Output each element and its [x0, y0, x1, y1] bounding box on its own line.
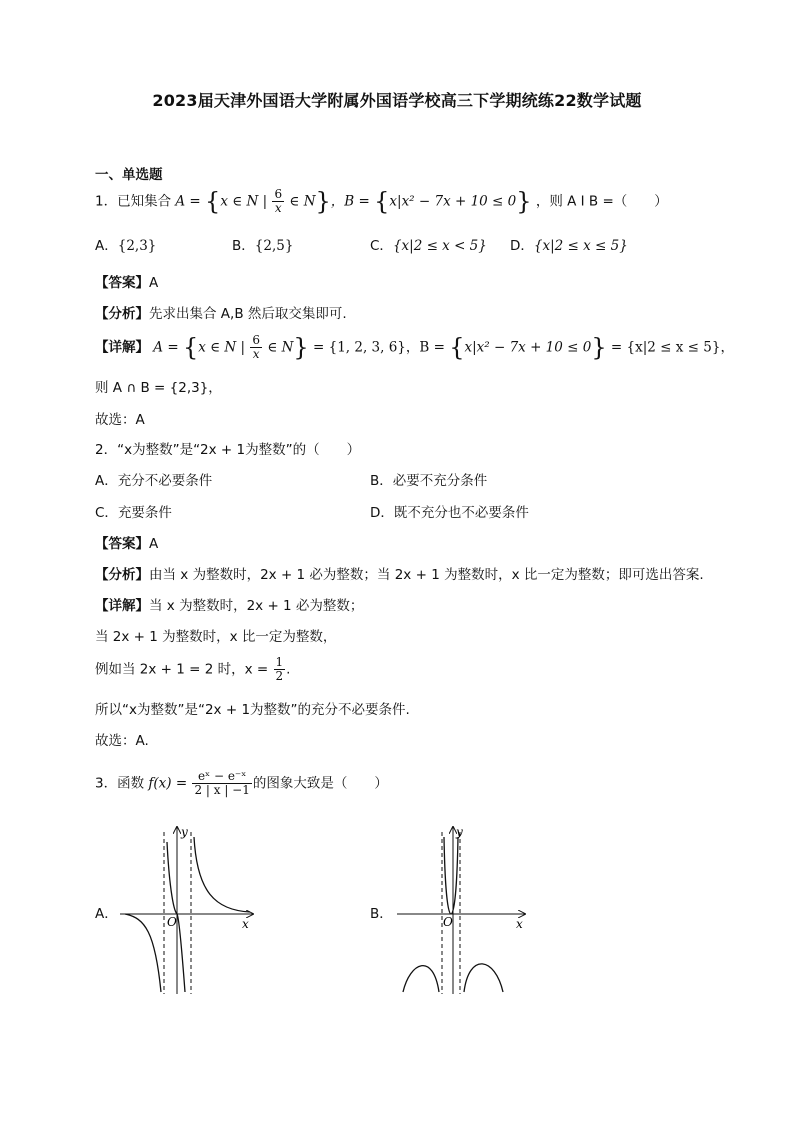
- q1-option-a: A．{2,3}: [95, 238, 157, 254]
- svg-text:x: x: [516, 917, 523, 931]
- q2-detail: 【详解】当 x 为整数时，2x + 1 必为整数；: [95, 598, 364, 614]
- q2-answer: 【答案】A: [95, 536, 159, 552]
- svg-text:O: O: [167, 915, 177, 929]
- svg-text:x: x: [242, 917, 249, 931]
- q1-stem: 1．已知集合 A = {x ∈ N | $\frac{6}{x}$ ∈ N}，B = {x|x² − 7x + 10 ≤ 0} ，则 A I B =（ ）: [95, 187, 668, 216]
- q1-conclusion: 故选：A: [95, 412, 145, 428]
- q2-option-d: D．既不充分也不必要条件: [370, 505, 529, 521]
- q1-stem-suffix: ，则 A I B =（ ）: [535, 193, 668, 210]
- q1-detail: 【详解】 A = {x ∈ N | $\frac{6}{x}$ ∈ N} = {1, 2, 3, 6}，B = {x|x² − 7x + 10 ≤ 0} = {x|2 ≤ x ≤ 5}，: [95, 333, 734, 362]
- q2-conclusion: 故选：A.: [95, 733, 149, 749]
- q1-option-d: D．{x|2 ≤ x ≤ 5}: [510, 238, 628, 254]
- q2-option-c: C．充要条件: [95, 505, 172, 521]
- q1-option-b: B．{2,5}: [232, 238, 294, 254]
- q1-setA-left: A =: [175, 193, 201, 210]
- q1-answer: 【答案】A: [95, 275, 159, 291]
- section-heading: 一、单选题: [95, 167, 163, 183]
- q2-analysis: 【分析】由当 x 为整数时，2x + 1 必为整数；当 2x + 1 为整数时，x 比一定为整数；即可选出答案.: [95, 567, 704, 583]
- q1-setA-body: x ∈ N |: [220, 193, 268, 210]
- q2-detail-2: 当 2x + 1 为整数时，x 比一定为整数，: [95, 629, 337, 645]
- svg-text:y: y: [456, 825, 463, 839]
- q1-setA-tail: ∈ N: [289, 193, 316, 210]
- q1-stem-prefix: 1．已知集合: [95, 193, 172, 210]
- q3-stem: 3．函数 f(x) = $\frac{\text{eˣ − e⁻ˣ}}{2 | x | -1}$ 的图象大致是（ ）: [95, 769, 388, 798]
- q1-setB-left: ，B =: [330, 193, 370, 210]
- q2-detail-4: 所以“x为整数”是“2x + 1为整数”的充分不必要条件.: [95, 702, 410, 718]
- q1-fraction: $\frac{6}{x}$: [274, 187, 283, 216]
- graph-a: [115, 822, 260, 997]
- q1-intersection: 则 A ∩ B = {2,3}，: [95, 380, 222, 396]
- q1-setB-body: x|x² − 7x + 10 ≤ 0: [389, 193, 517, 210]
- page-title: 2023届天津外国语大学附属外国语学校高三下学期统练22数学试题: [152, 91, 642, 110]
- q2-option-a: A．充分不必要条件: [95, 473, 213, 489]
- graph-b: [395, 822, 530, 997]
- q1-option-c: C．{x|2 ≤ x < 5}: [370, 238, 487, 254]
- q2-stem: 2．“x为整数”是“2x + 1为整数”的（ ）: [95, 442, 361, 458]
- q1-analysis: 【分析】先求出集合 A,B 然后取交集即可.: [95, 306, 347, 322]
- svg-text:O: O: [443, 915, 453, 929]
- graph-b-label: B．: [370, 906, 393, 922]
- q2-option-b: B．必要不充分条件: [370, 473, 488, 489]
- graph-a-label: A．: [95, 906, 118, 922]
- q2-detail-3: 例如当 2x + 1 = 2 时，x = $\frac{1}{2}$ .: [95, 655, 291, 684]
- svg-text:y: y: [181, 825, 188, 839]
